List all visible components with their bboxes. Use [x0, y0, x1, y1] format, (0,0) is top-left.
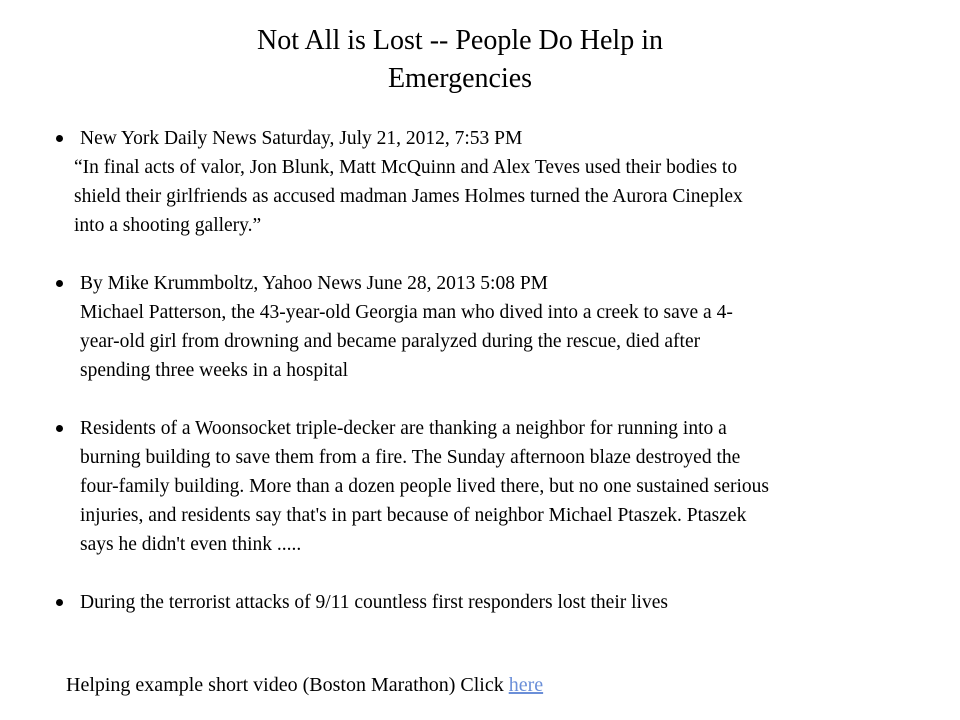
- bullet-line: year-old girl from drowning and became paralyzed during the rescue, died after: [80, 331, 701, 352]
- bullet-line: New York Daily News Saturday, July 21, 2012, 7:53 PM: [80, 128, 523, 149]
- bullet-line: “In final acts of valor, Jon Blunk, Matt McQuinn and Alex Teves used their bodies to: [74, 157, 738, 178]
- bullet-line: into a shooting gallery.”: [74, 215, 262, 236]
- bullet-line: four-family building. More than a dozen people lived there, but no one sustained serious: [80, 476, 769, 497]
- spacer: [48, 559, 948, 588]
- slide-title: [190, 22, 730, 98]
- bullet-item-woonsocket: [48, 414, 948, 559]
- video-link[interactable]: here: [508, 674, 544, 696]
- slide-title-line-2: Emergencies: [387, 63, 533, 94]
- bullet-dot-icon: [56, 599, 63, 606]
- bullet-item-yahoo-news: [48, 269, 948, 385]
- bullet-line: shield their girlfriends as accused madman James Holmes turned the Aurora Cineplex: [74, 186, 743, 207]
- bullet-line: During the terrorist attacks of 9/11 countless first responders lost their lives: [80, 592, 668, 613]
- bullet-line: says he didn't even think .....: [80, 534, 302, 555]
- bullet-line: burning building to save them from a fire. The Sunday afternoon blaze destroyed the: [80, 447, 741, 468]
- slide-title-line-1: Not All is Lost -- People Do Help in: [257, 25, 663, 56]
- bullet-line: spending three weeks in a hospital: [80, 360, 349, 381]
- bullet-line: By Mike Krummboltz, Yahoo News June 28, 2013 5:08 PM: [80, 273, 549, 294]
- bullet-dot-icon: [56, 280, 63, 287]
- bullet-item-9-11: [48, 588, 948, 617]
- bullet-line: injuries, and residents say that's in part because of neighbor Michael Ptaszek. Ptaszek: [80, 505, 747, 526]
- bullet-dot-icon: [56, 425, 63, 432]
- bullet-line: Michael Patterson, the 43-year-old Georgia man who dived into a creek to save a 4-: [80, 302, 733, 323]
- bullet-dot-icon: [56, 135, 63, 142]
- spacer: [48, 240, 948, 269]
- bullet-line: Residents of a Woonsocket triple-decker are thanking a neighbor for running into a: [80, 418, 727, 439]
- footer-text: Helping example short video (Boston Marathon) Click: [66, 674, 509, 696]
- bullet-list: [48, 124, 948, 617]
- bullet-item-daily-news: [48, 124, 948, 240]
- spacer: [48, 385, 948, 414]
- video-footer: [66, 671, 543, 699]
